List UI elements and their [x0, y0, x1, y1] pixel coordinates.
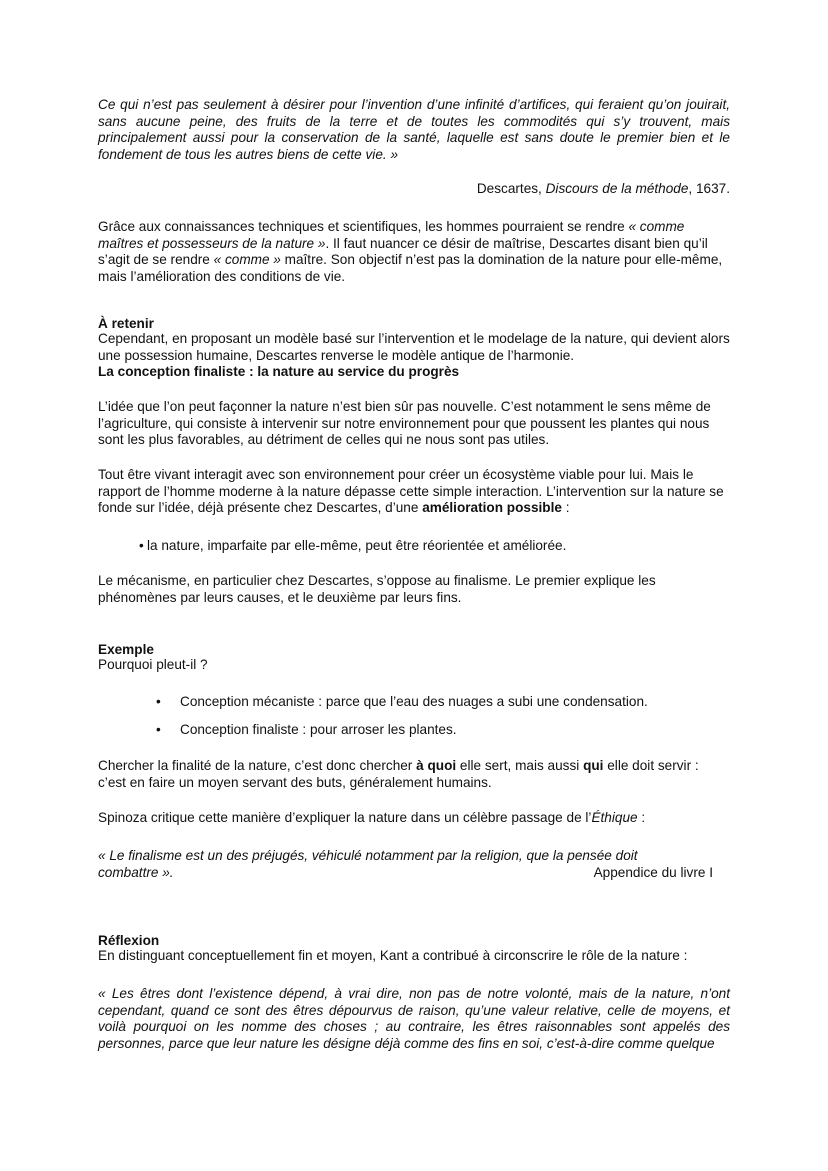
bullet-icon: • [156, 694, 161, 709]
retenir-heading: À retenir [98, 316, 154, 331]
paragraph-finalite: Chercher la finalité de la nature, c’est donc chercher à quoi elle sert, mais aussi qui elle doit servir : c’est en faire un moyen servant des buts, généralement humains. [98, 758, 699, 790]
kant-quote: « Les êtres dont l’existence dépend, à vrai dire, non pas de notre volonté, mais de la nature, n’ont cependant, quand ce sont des êtres dépourvus de raison, qu’une valeur relative, celle de moyens, et voilà pourquoi on les nomme des choses ; au contraire, les êtres raisonnables sont appelés des personnes, parce que leur nature les désigne déjà comme des fins en soi, c’est-à-dire comme quelque [98, 986, 730, 1051]
paragraph-ecosysteme: Tout être vivant interagit avec son environnement pour créer un écosystème viable pour lui. Mais le rapport de l’homme moderne à la nature dépasse cette simple interaction. L’intervention sur la nature se fonde sur l’idée, déjà présente chez Descartes, d’une amélioration possible : [98, 467, 724, 516]
paragraph-agriculture: L’idée que l’on peut façonner la nature n’est bien sûr pas nouvelle. C’est notamment le sens même de l’agriculture, qui consiste à intervenir sur notre environnement pour que poussent les plantes qui nous sont les plus favorables, au détriment de celles qui ne nous sont pas utiles. [98, 399, 711, 448]
exemple-question: Pourquoi pleut-il ? [98, 657, 208, 672]
retenir-text: Cependant, en proposant un modèle basé sur l’intervention et le modelage de la nature, qui devient alors une possession humaine, Descartes renverse le modèle antique de l’harmonie. [98, 331, 730, 363]
paragraph-mecanisme: Le mécanisme, en particulier chez Descartes, s’oppose au finalisme. Le premier explique les phénomènes par leurs causes, et le deuxième par leurs fins. [98, 573, 656, 605]
bullet-icon: • [156, 722, 161, 737]
citation-author: Descartes, [476, 181, 546, 196]
descartes-quote: Ce qui n’est pas seulement à désirer pour l’invention d’une infinité d’artifices, qui feraient qu’on jouirait, sans aucune peine, des fruits de la terre et de toutes les commodités qui s’y trouvent, mais principalement aussi pour la conservation de la santé, laquelle est sans doute le premier bien et le fondement de tous les autres biens de cette vie. » [98, 97, 730, 162]
citation-year: , 1637. [688, 181, 730, 196]
paragraph-maitres-possesseurs: Grâce aux connaissances techniques et scientifiques, les hommes pourraient se rendre « comme maîtres et possesseurs de la nature ». Il faut nuancer ce désir de maîtrise, Descartes disant bien qu’il s’agit de se rendre « comme » maître. Son objectif n’est pas la domination de la nature pour elle-même, mais l’amélioration des conditions de vie. [98, 219, 723, 284]
citation-title: Discours de la méthode [545, 181, 689, 196]
spinoza-source: Appendice du livre I [593, 864, 713, 880]
spinoza-quote: « Le finalisme est un des préjugés, véhiculé notamment par la religion, que la pensée doit combattre ». Appendice du livre I [98, 848, 713, 880]
reflexion-text: En distinguant conceptuellement fin et moyen, Kant a contribué à circonscrire le rôle de la nature : [98, 948, 688, 963]
section-title: La conception finaliste : la nature au service du progrès [98, 364, 460, 379]
reflexion-heading: Réflexion [98, 933, 160, 948]
bullet-icon: • [139, 538, 144, 553]
descartes-citation [98, 181, 730, 198]
exemple-heading: Exemple [98, 642, 154, 657]
paragraph-spinoza: Spinoza critique cette manière d’expliquer la nature dans un célèbre passage de l’Éthique : [98, 810, 646, 825]
